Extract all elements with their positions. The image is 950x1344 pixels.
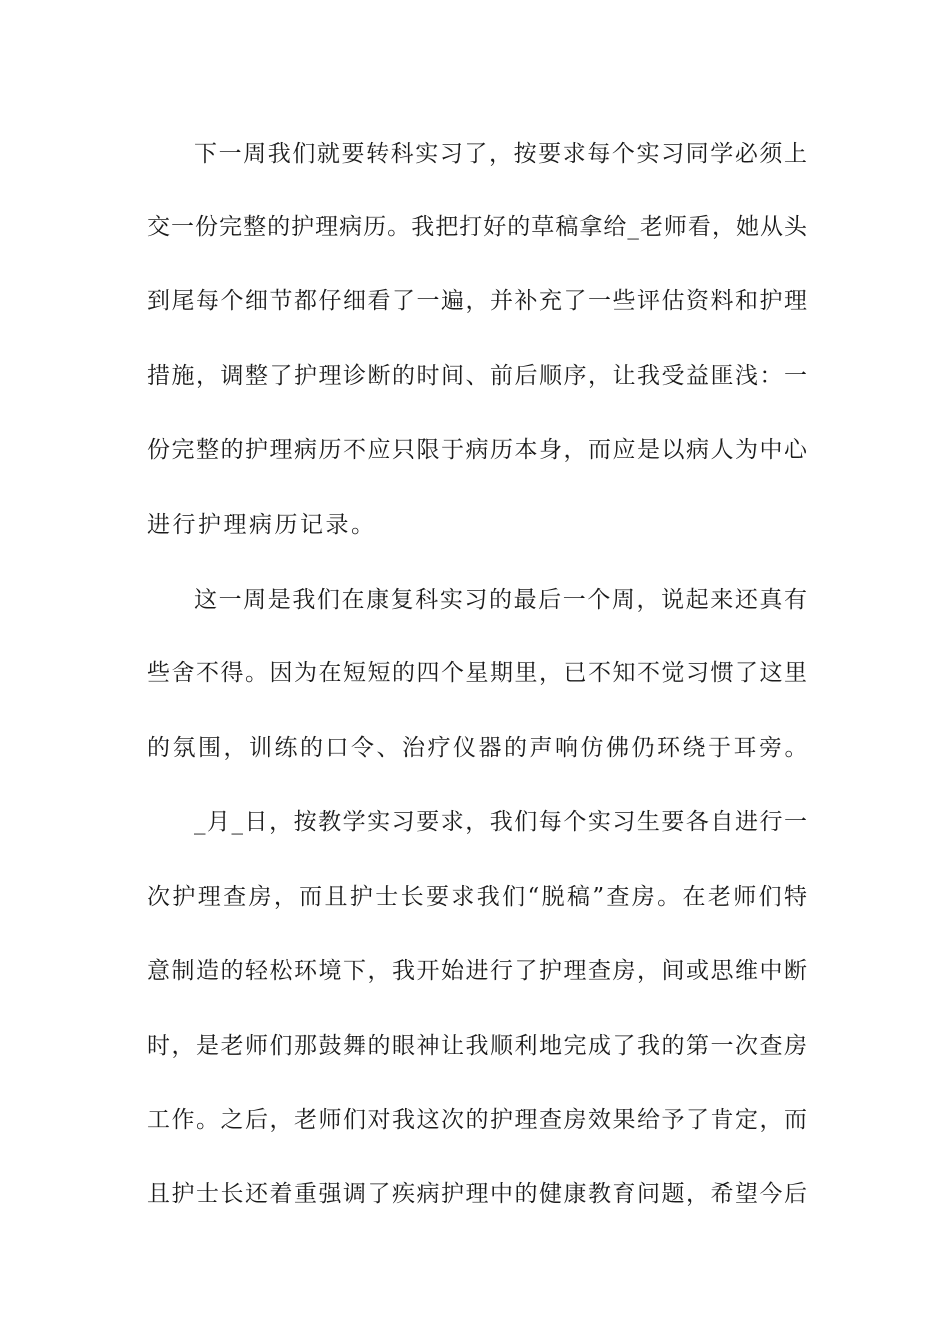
text-line: 到尾每个细节都仔细看了一遍，并补充了一些评估资料和护理 (147, 288, 807, 314)
text-line: 工作。之后，老师们对我这次的护理查房效果给予了肯定，而 (147, 1107, 807, 1133)
text-line: 进行护理病历记录。 (147, 512, 377, 538)
text-line: 交一份完整的护理病历。我把打好的草稿拿给_老师看，她从头 (147, 214, 807, 240)
text-line: 次护理查房，而且护士长要求我们“脱稿”查房。在老师们特 (147, 884, 807, 910)
text-line: 的氛围，训练的口令、治疗仪器的声响仿佛仍环绕于耳旁。 (147, 735, 810, 761)
text-line: 些舍不得。因为在短短的四个星期里，已不知不觉习惯了这里 (147, 660, 807, 686)
text-line: 措施，调整了护理诊断的时间、前后顺序，让我受益匪浅：一 (147, 363, 807, 389)
text-line: 意制造的轻松环境下，我开始进行了护理查房，间或思维中断 (147, 958, 807, 984)
text-line: 且护士长还着重强调了疾病护理中的健康教育问题，希望今后 (147, 1181, 807, 1207)
text-line: 份完整的护理病历不应只限于病历本身，而应是以病人为中心 (147, 437, 807, 463)
text-line: 时，是老师们那鼓舞的眼神让我顺利地完成了我的第一次查房 (147, 1033, 807, 1059)
text-line: 这一周是我们在康复科实习的最后一个周，说起来还真有 (194, 587, 807, 613)
text-line: _月_日，按教学实习要求，我们每个实习生要各自进行一 (194, 809, 807, 835)
text-line: 下一周我们就要转科实习了，按要求每个实习同学必须上 (194, 141, 807, 167)
